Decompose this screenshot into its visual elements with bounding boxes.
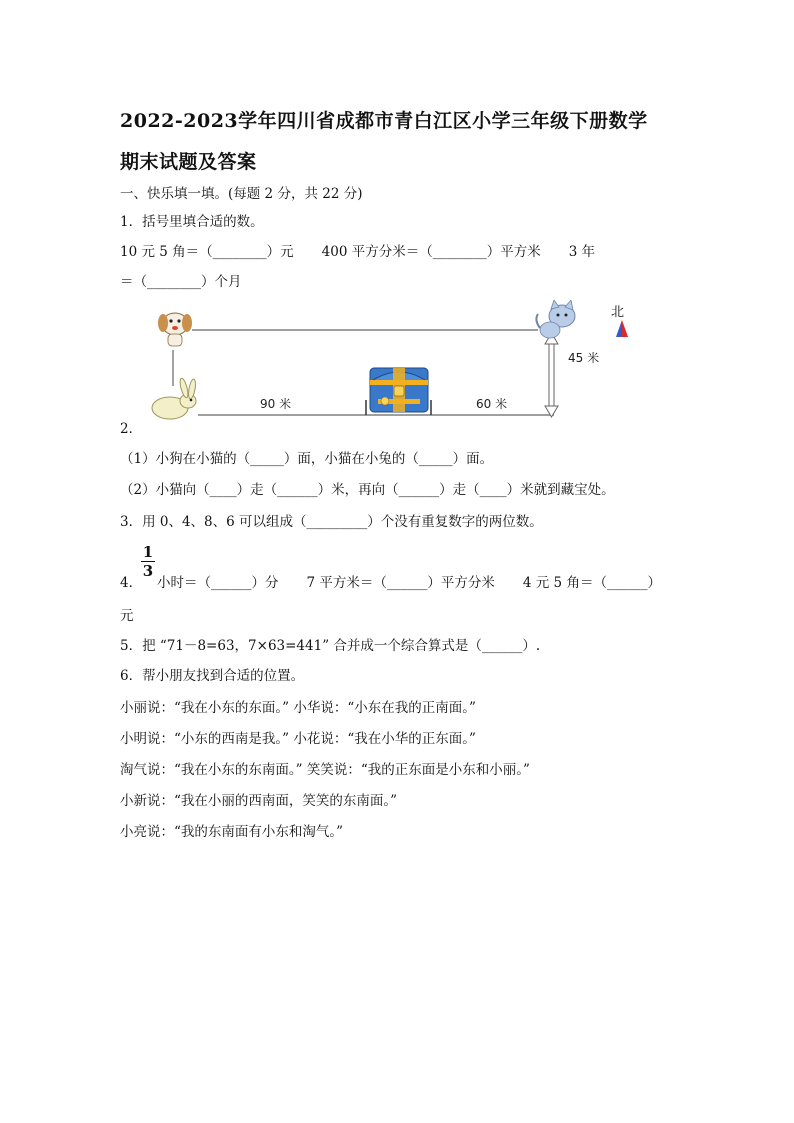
q6-line1: 小丽说：“我在小东的东面。” 小华说：“小东在我的正南面。”: [120, 700, 476, 716]
q3: 3．用 0、4、8、6 可以组成（_________）个没有重复数字的两位数。: [120, 514, 543, 530]
q6-line5: 小亮说：“我的东南面有小东和淘气。”: [120, 824, 344, 840]
q4-part-c: 4 元 5 角＝（______）: [522, 575, 661, 591]
q1-stem: 1．括号里填合适的数。: [120, 214, 264, 230]
q1-line: [120, 240, 595, 260]
treasure-map-diagram: [140, 300, 640, 430]
treasure-chest-icon: [370, 368, 428, 412]
q4-number: 4．: [120, 575, 143, 591]
q2-number: 2．: [120, 421, 143, 437]
vertical-arrow: [545, 333, 558, 417]
doc-title-line2: 期末试题及答案: [120, 151, 257, 173]
fraction-one-third: [141, 544, 155, 579]
q2-sub1: （1）小狗在小猫的（_____）面，小猫在小兔的（_____）面。: [120, 451, 494, 467]
q4-part-a: 小时＝（______）分: [157, 575, 279, 591]
north-label: 北: [611, 305, 625, 320]
fraction-numerator: 1: [142, 543, 154, 561]
fraction-denominator: 3: [142, 562, 154, 580]
q2-sub2: （2）小猫向（____）走（______）米，再向（______）走（____）米就到藏宝处。: [120, 482, 615, 498]
section-heading: 一、快乐填一填。(每题 2 分，共 22 分): [120, 186, 363, 202]
doc-title-line1: 2022-2023学年四川省成都市青白江区小学三年级下册数学: [120, 110, 648, 132]
north-arrow-icon: [616, 320, 628, 337]
q6-stem: 6．帮小朋友找到合适的位置。: [120, 668, 305, 684]
q1-part-a: 10 元 5 角＝（________）元: [120, 244, 294, 260]
q6-line3: 淘气说：“我在小东的东南面。” 笑笑说：“我的正东面是小东和小丽。”: [120, 762, 530, 778]
q6-line4: 小新说：“我在小丽的西南面，笑笑的东南面。”: [120, 793, 398, 809]
cat-icon: [536, 300, 575, 338]
distance-left-label: 90 米: [260, 397, 292, 411]
q1-part-b: 400 平方分米＝（________）平方米: [321, 244, 541, 260]
q4-part-b: 7 平方米＝（______）平方分米: [306, 575, 495, 591]
q6-line2: 小明说：“小东的西南是我。” 小花说：“我在小华的正东面。”: [120, 731, 476, 747]
q1-part-d: ＝（________）个月: [120, 274, 242, 290]
distance-right-label: 60 米: [476, 397, 508, 411]
q4-line: [157, 571, 661, 591]
rabbit-icon: [152, 378, 197, 419]
q5: 5．把 “71－8=63，7×63=441” 合并成一个综合算式是（______）.: [120, 638, 541, 654]
q4-part-d: 元: [120, 608, 134, 624]
distance-vertical-label: 45 米: [568, 351, 600, 365]
dog-icon: [158, 313, 192, 346]
q1-part-c: 3 年: [568, 244, 596, 260]
